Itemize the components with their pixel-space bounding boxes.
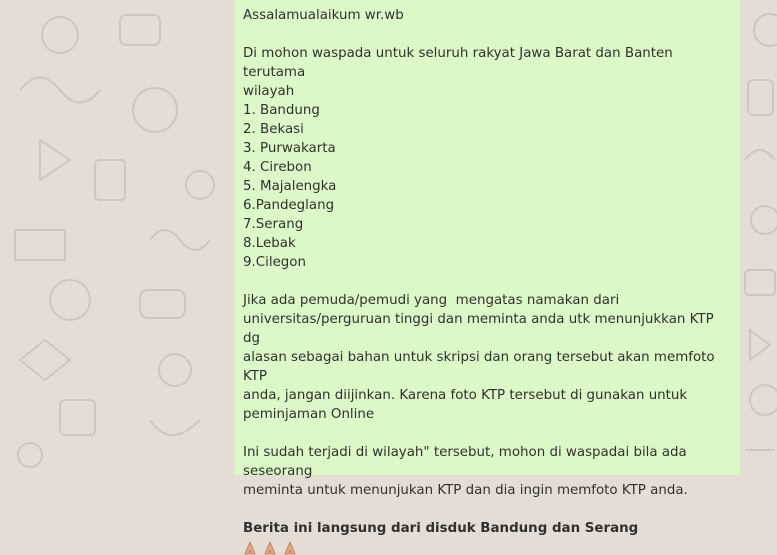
region-list-item: 1. Bandung — [243, 103, 320, 118]
warning-text: universitas/perguruan tinggi dan meminta anda utk menunjukkan KTP dg — [243, 312, 718, 346]
intro-text: Di mohon waspada untuk seluruh rakyat Jawa Barat dan Banten terutama — [243, 46, 678, 80]
intro-text: wilayah — [243, 84, 295, 99]
region-list-item: 9.Cilegon — [243, 255, 306, 270]
incident-text: Ini sudah terjadi di wilayah" tersebut, mohon di waspadai bila ada seseorang — [243, 445, 692, 479]
spacer — [243, 272, 732, 291]
region-list-item: 6.Pandeglang — [243, 198, 335, 213]
region-list-item: 3. Purwakarta — [243, 141, 336, 156]
source-text: Berita ini langsung dari disduk Bandung dan Serang — [243, 521, 639, 536]
emoji-row — [243, 541, 732, 555]
greeting-text: Assalamualaikum wr.wb — [243, 8, 404, 23]
region-list-item: 8.Lebak — [243, 236, 296, 251]
region-list-item: 7.Serang — [243, 217, 304, 232]
folded-hands-icon — [283, 541, 297, 555]
region-list-item: 4. Cirebon — [243, 160, 312, 175]
spacer — [243, 25, 732, 44]
warning-text: peminjaman Online — [243, 407, 375, 422]
spacer — [243, 500, 732, 519]
folded-hands-icon — [243, 541, 257, 555]
region-list-item: 5. Majalengka — [243, 179, 337, 194]
spacer — [243, 424, 732, 443]
warning-text: anda, jangan diijinkan. Karena foto KTP tersebut di gunakan untuk — [243, 388, 688, 403]
warning-text: Jika ada pemuda/pemudi yang mengatas namakan dari — [243, 293, 620, 308]
incident-text: meminta untuk menunjukan KTP dan dia ingin memfoto KTP anda. — [243, 483, 688, 498]
region-list-item: 2. Bekasi — [243, 122, 304, 137]
folded-hands-icon — [263, 541, 277, 555]
warning-text: alasan sebagai bahan untuk skripsi dan orang tersebut akan memfoto KTP — [243, 350, 719, 384]
message-bubble[interactable] — [235, 0, 740, 536]
